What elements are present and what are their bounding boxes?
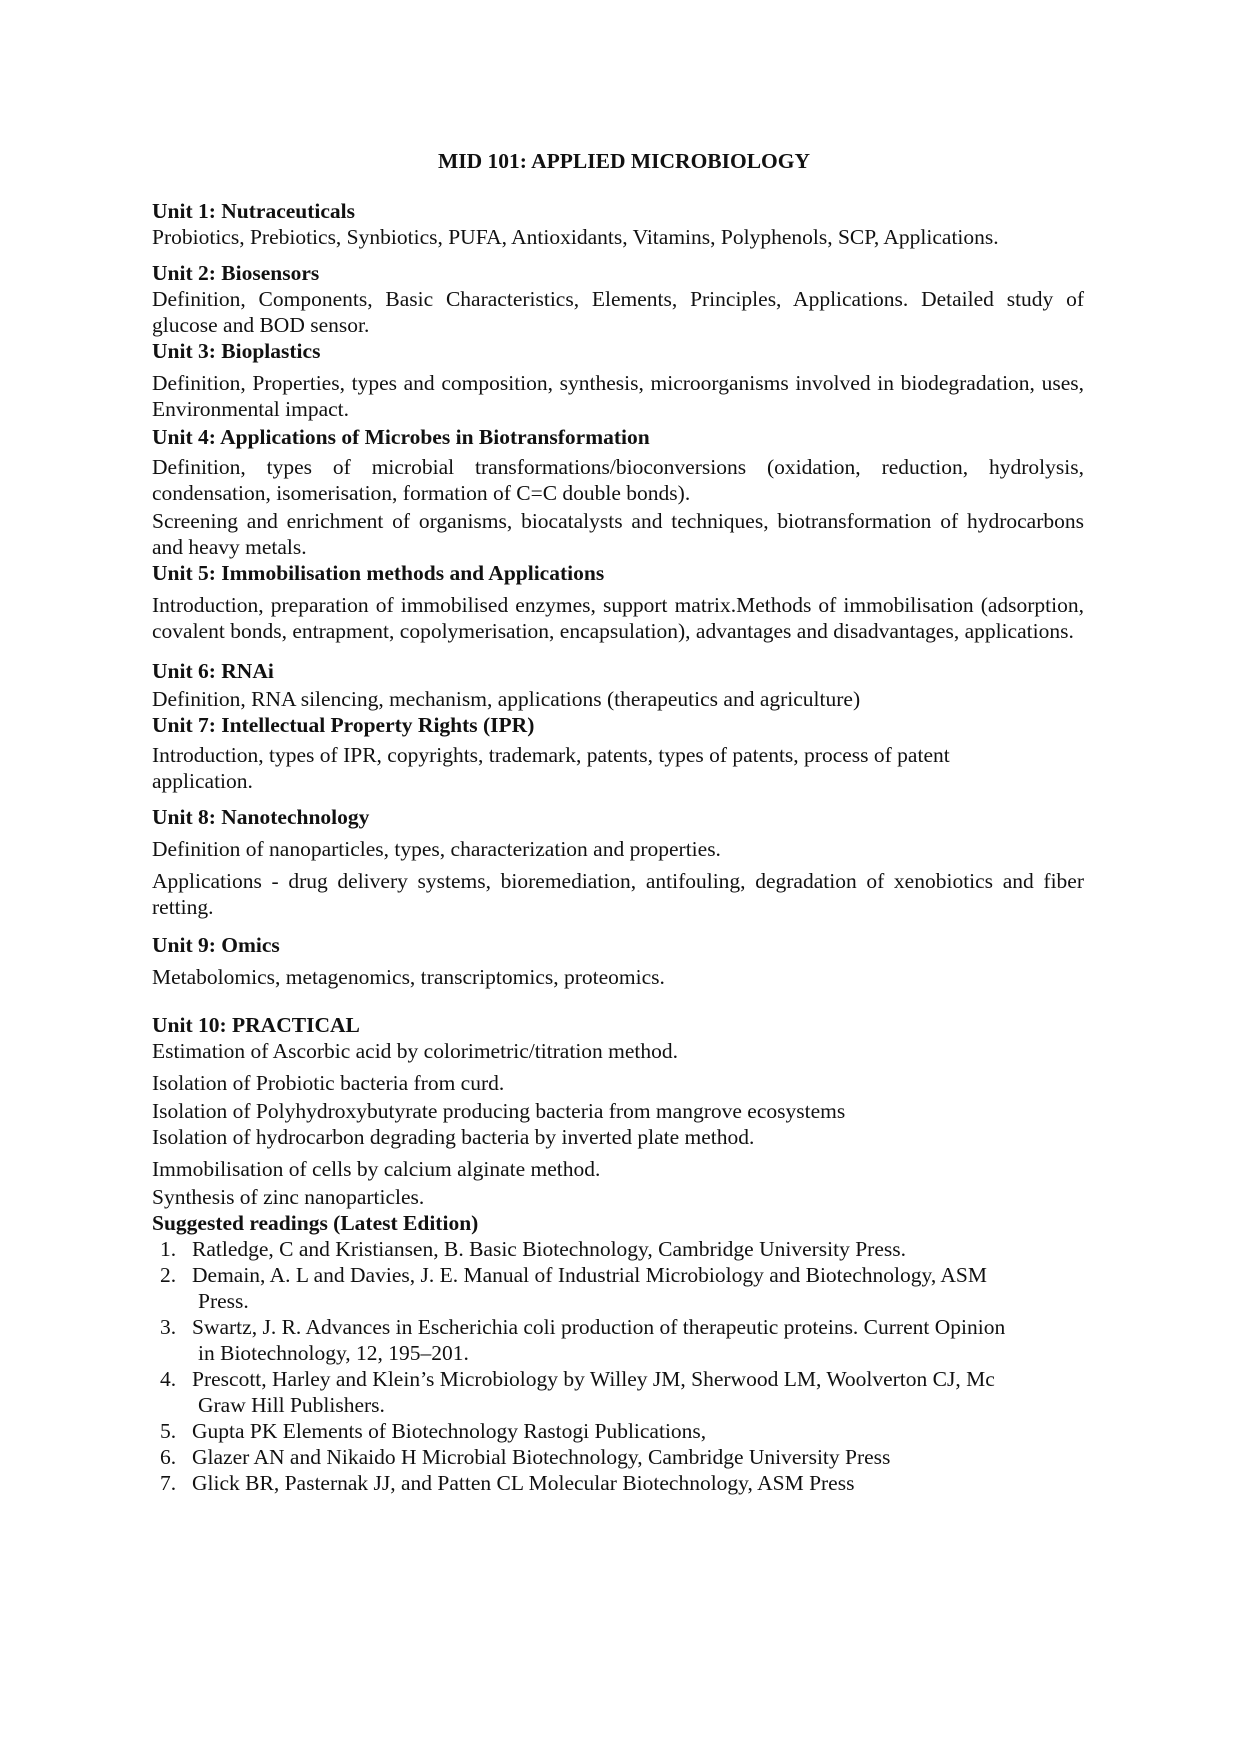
unit-description: Definition, RNA silencing, mechanism, applications (therapeutics and agriculture) [152, 687, 861, 711]
unit-description: Metabolomics, metagenomics, transcriptomics, proteomics. [152, 965, 665, 989]
reading-item [152, 1314, 1084, 1366]
unit-description: Definition, Components, Basic Characteristics, Elements, Principles, Applications. Detailed study of glucose and BOD sensor. [152, 287, 1084, 337]
practical-item: Estimation of Ascorbic acid by colorimetric/titration method. [152, 1039, 679, 1063]
unit-description: Screening and enrichment of organisms, biocatalysts and techniques, biotransformation of hydrocarbons and heavy metals. [152, 509, 1084, 559]
document-page [152, 148, 1084, 1496]
readings-list [152, 1236, 1084, 1496]
unit-heading: Unit 10: PRACTICAL [152, 1013, 360, 1037]
unit-2 [152, 260, 1084, 338]
reading-text: Swartz, J. R. Advances in Escherichia coli production of therapeutic proteins. Current Opinion [192, 1315, 1006, 1339]
unit-heading: Unit 2: Biosensors [152, 261, 320, 285]
reading-number: 3. [160, 1315, 177, 1339]
unit-heading: Unit 3: Bioplastics [152, 339, 321, 363]
reading-text: Glazer AN and Nikaido H Microbial Biotechnology, Cambridge University Press [192, 1445, 891, 1469]
readings-heading: Suggested readings (Latest Edition) [152, 1211, 479, 1235]
reading-text-continued: Graw Hill Publishers. [198, 1393, 385, 1417]
reading-text: Ratledge, C and Kristiansen, B. Basic Biotechnology, Cambridge University Press. [192, 1237, 906, 1261]
unit-description: Definition of nanoparticles, types, characterization and properties. [152, 837, 721, 861]
practical-item: Synthesis of zinc nanoparticles. [152, 1185, 425, 1209]
unit-description: Definition, types of microbial transformations/bioconversions (oxidation, reduction, hydrolysis, condensation, isomerisation, formation of C=C double bonds). [152, 455, 1084, 505]
reading-item [152, 1470, 1084, 1496]
reading-text: Gupta PK Elements of Biotechnology Rastogi Publications, [192, 1419, 707, 1443]
unit-description: Probiotics, Prebiotics, Synbiotics, PUFA, Antioxidants, Vitamins, Polyphenols, SCP, Applications. [152, 225, 999, 249]
reading-text-continued: in Biotechnology, 12, 195–201. [198, 1341, 469, 1365]
reading-number: 1. [160, 1237, 177, 1261]
reading-item [152, 1262, 1084, 1314]
practical-item: Isolation of Polyhydroxybutyrate producing bacteria from mangrove ecosystems [152, 1099, 846, 1123]
reading-number: 6. [160, 1445, 177, 1469]
unit-heading: Unit 5: Immobilisation methods and Applications [152, 561, 605, 585]
reading-text: Glick BR, Pasternak JJ, and Patten CL Molecular Biotechnology, ASM Press [192, 1471, 855, 1495]
unit-description: Introduction, preparation of immobilised enzymes, support matrix.Methods of immobilisation (adsorption, covalent bonds, entrapment, copolymerisation, encapsulation), advantages and disadvantages, applications. [152, 593, 1084, 643]
reading-text-continued: Press. [198, 1289, 249, 1313]
reading-number: 2. [160, 1263, 177, 1287]
reading-item [152, 1418, 1084, 1444]
reading-item [152, 1366, 1084, 1418]
unit-heading: Unit 1: Nutraceuticals [152, 199, 356, 223]
reading-item [152, 1444, 1084, 1470]
reading-number: 7. [160, 1471, 177, 1495]
unit-heading: Unit 9: Omics [152, 933, 280, 957]
unit-10-practical [152, 1012, 1084, 1210]
unit-3 [152, 338, 1084, 422]
unit-heading: Unit 4: Applications of Microbes in Biotransformation [152, 425, 650, 449]
unit-7 [152, 712, 1084, 794]
unit-description: Introduction, types of IPR, copyrights, trademark, patents, types of patents, process of patent application. [152, 743, 950, 793]
unit-heading: Unit 8: Nanotechnology [152, 805, 370, 829]
unit-4 [152, 424, 1084, 560]
reading-number: 5. [160, 1419, 177, 1443]
unit-heading: Unit 7: Intellectual Property Rights (IPR) [152, 713, 535, 737]
practical-item: Isolation of Probiotic bacteria from curd. [152, 1071, 505, 1095]
unit-description: Definition, Properties, types and composition, synthesis, microorganisms involved in biodegradation, uses, Environmental impact. [152, 371, 1084, 421]
reading-text: Demain, A. L and Davies, J. E. Manual of Industrial Microbiology and Biotechnology, ASM [192, 1263, 987, 1287]
unit-8 [152, 804, 1084, 920]
unit-description: Applications - drug delivery systems, bioremediation, antifouling, degradation of xenobiotics and fiber retting. [152, 869, 1084, 919]
practical-item: Immobilisation of cells by calcium alginate method. [152, 1157, 601, 1181]
reading-number: 4. [160, 1367, 177, 1391]
unit-5 [152, 560, 1084, 644]
unit-1 [152, 198, 1084, 250]
unit-6 [152, 658, 1084, 712]
practical-item: Isolation of hydrocarbon degrading bacteria by inverted plate method. [152, 1125, 755, 1149]
unit-heading: Unit 6: RNAi [152, 659, 274, 683]
reading-text: Prescott, Harley and Klein’s Microbiology by Willey JM, Sherwood LM, Woolverton CJ, Mc [192, 1367, 995, 1391]
unit-9 [152, 932, 1084, 990]
page-title: MID 101: APPLIED MICROBIOLOGY [437, 149, 811, 173]
reading-item [152, 1236, 1084, 1262]
